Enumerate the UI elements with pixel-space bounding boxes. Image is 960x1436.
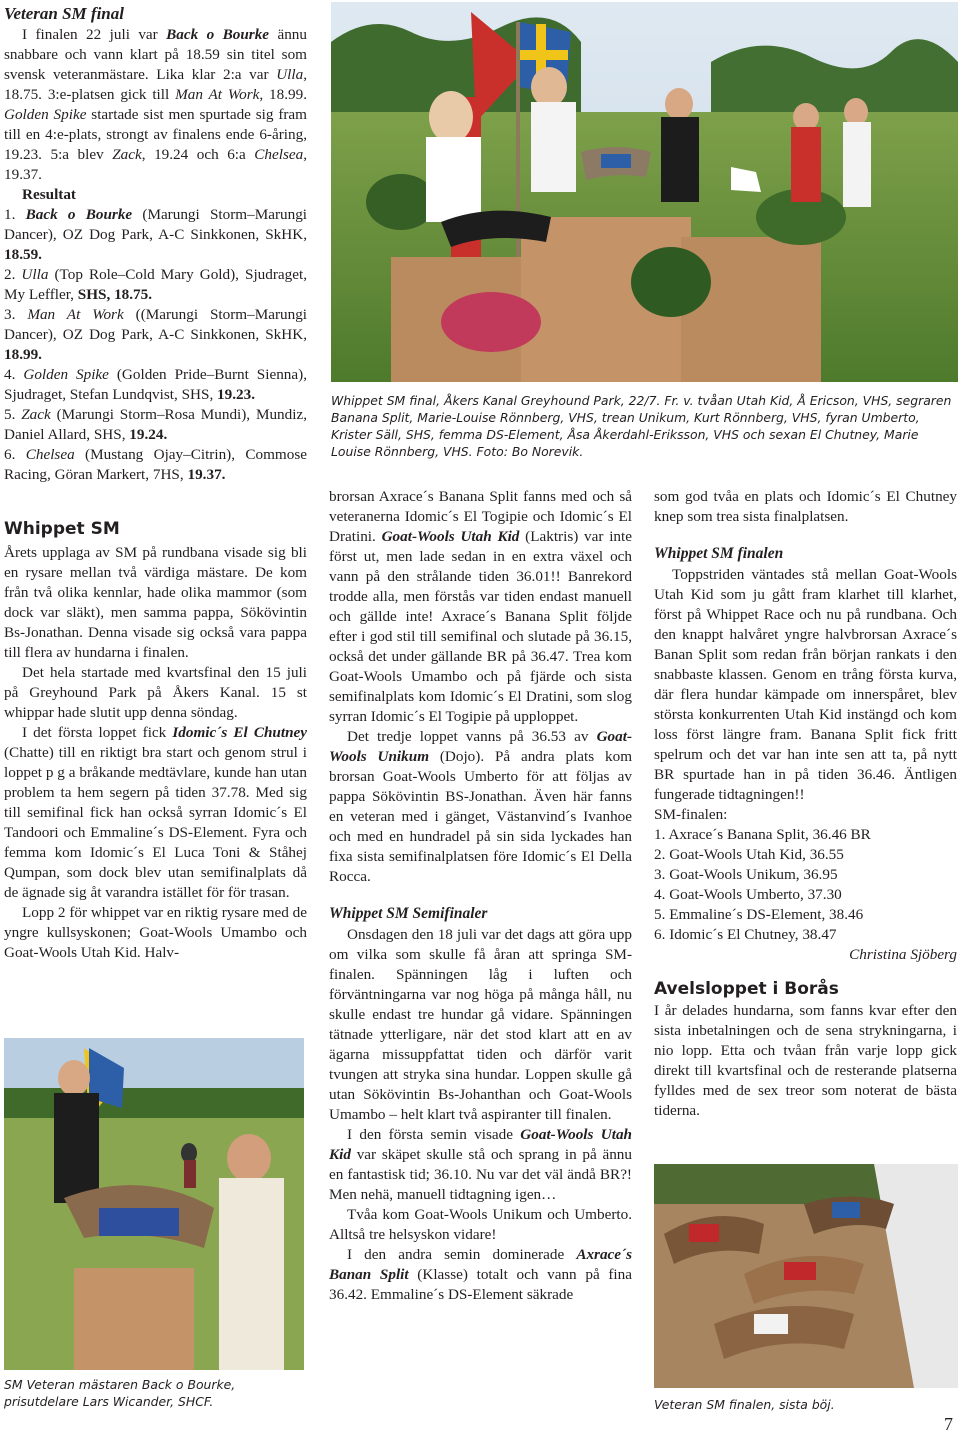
whippet-sm-section [4, 517, 307, 963]
veteran-champion-graphic [4, 1038, 304, 1370]
result-item: 5. Zack (Marungi Storm–Rosa Mundi), Mundiz, Daniel Allard, SHS, 19.24. [4, 406, 307, 443]
final-heading: Whippet SM finalen [654, 545, 784, 562]
whippet-sm-heading: Whippet SM [4, 519, 120, 539]
list-item: 2. Goat-Wools Utah Kid, 36.55 [654, 846, 844, 863]
results-heading: Resultat [22, 186, 76, 203]
sm-final-list [654, 825, 957, 945]
whippet-sm-p1: Årets upplaga av SM på rundbana visade sig bli en rysare mellan två värdiga mästare. De kom från två olika kennlar, hade olika mammor (som dock var släkt), men samma pappa, Sökövintin Bs-Jonathan. Denna visade sig också vara pappa till flera av hundarna i finalen. [4, 544, 307, 661]
veteran-intro: I finalen 22 juli var Back o Bourke ännu snabbare och vann klart på 18.59 sin titel som svensk veteranmästare. Lika klar 2:a var Ulla, 18.75. 3:e-platsen gick till Man At Work, 18.99. Golden Spike startade sist men spurtade sig fram till en 4:e-plats, strongt av finalens ende 6-åring, 19.23. 5:a blev Zack, 19.24 och 6:a Chelsea, 19.37. [4, 26, 308, 183]
col2-p1: brorsan Axrace´s Banana Split fanns med och så veteranerna Idomic´s El Togipie och Idomic´s El Dratini. Goat-Wools Utah Kid (Laktris) var inte först ut, men lade sedan in en extra växel och vann på den strålande tiden 36.01!! Banrekord trodde alla, men förstås var tiden endast manuell och gällde inte! Axrace´s Banana Split följde efter i god stil till semifinal och slutade på 36.15, också det under gällande BR på 36.47. Trea kom Goat-Wools Umambo och på fjärde och sista semifinalplats kom Idomic´s El Dratini, som slog syrran Idomic´s El Togipie på upploppet. [329, 488, 632, 725]
race-graphic [654, 1164, 958, 1388]
podium-photo-graphic [331, 2, 958, 382]
list-item: 1. Axrace´s Banana Split, 36.46 BR [654, 826, 871, 843]
podium-photo [331, 2, 958, 382]
whippet-sm-p2: Det hela startade med kvartsfinal den 15 juli på Greyhound Park på Åkers Kanal. 15 st whippar hade slutit upp denna söndag. [4, 664, 307, 721]
column-2 [329, 487, 632, 1305]
sm-final-list-title: SM-finalen: [654, 806, 728, 823]
race-caption: Veteran SM finalen, sista böj. [654, 1397, 835, 1412]
column-3 [654, 487, 957, 1121]
race-photo [654, 1164, 958, 1388]
result-item: 2. Ulla (Top Role–Cold Mary Gold), Sjudraget, My Leffler, SHS, 18.75. [4, 266, 307, 303]
list-item: 6. Idomic´s El Chutney, 38.47 [654, 926, 837, 943]
veteran-heading: Veteran SM final [4, 4, 124, 23]
semifinal-heading: Whippet SM Semifinaler [329, 905, 488, 922]
result-item: 4. Golden Spike (Golden Pride–Burnt Sienna), Sjudraget, Stefan Lundqvist, SHS, 19.23. [4, 366, 307, 403]
col3-p2: Toppstriden väntades stå mellan Goat-Wools Utah Kid som ju gått fram klarhet till klarhet, först på Whippet Race och nu på rundbana. Och den knappt halvåret yngre halvbrorsan Axrace´s Banan Split som redan från början rankats i den snabbaste klassen. Genom en trång första kurva, där flera hundar kämpade om innerspåret, blev största konkurrenten Utah Kid instängd och kom loss först längre fram. Banana Split fick fritt spelrum och det var han inte sen att ta, på nytt BR spurtade han in på tiden 36.46. Äntligen fungerade tidtagningen!! [654, 566, 957, 803]
podium-caption: Whippet SM final, Åkers Kanal Greyhound Park, 22/7. Fr. v. tvåan Utah Kid, Å Ericson, VHS, segraren Banana Split, Marie-Louise Rönnberg, VHS, trean Unikum, Kurt Rönnberg, VHS, fyran Umberto, Krister Säll, SHS, femma DS-Element, Åsa Åkerdahl-Eriksson, VHS och sexan El Chutney, Marie Louise Rönnberg, VHS. Foto: Bo Norevik. [331, 393, 952, 459]
col2-p2: Det tredje loppet vanns på 36.53 av Goat-Wools Unikum (Dojo). På andra plats kom brorsan Goat-Wools Umberto för att följas av pappa Sökövintin BS-Jonathan. Även här fanns en veteran med i gänget, Västanvind´s Ivanhoe och med en hundradel på sin sida lyckades han fixa sista semifinalplatsen före Idomic´s El Della Rocca. [329, 728, 633, 885]
col2-p5: Tvåa kom Goat-Wools Unikum och Umberto. Alltså tre helsyskon vidare! [329, 1206, 632, 1243]
col2-p3: Onsdagen den 18 juli var det dags att göra upp om vilka som skulle få åran att springa SM-finalen. Spänningen låg i luften och förväntningarna var nog höga på många håll, nu skulle endast tre hundar gå vidare. Spänningen tätnade ytterligare, när det stod klart att en av ägarna missuppfattat tiden och därför varit tvungen att stryka sina hundar. Loppen skulle gå utan Sökövintin Bs-Johanthan och Goat-Wools Umambo – helt klart två aspiranter till finalen. [329, 926, 632, 1123]
col3-p1: som god tvåa en plats och Idomic´s El Chutney knep som trea sista finalplatsen. [654, 488, 957, 525]
results-list [4, 205, 307, 485]
page-number: 7 [944, 1414, 953, 1434]
result-item: 1. Back o Bourke (Marungi Storm–Marungi Dancer), OZ Dog Park, A-C Sinkkonen, SkHK, 18.59. [4, 206, 308, 263]
avel-heading: Avelsloppet i Borås [654, 979, 839, 999]
col2-p6: I den andra semin dominerade Axrace´s Banan Split (Klasse) totalt och vann på fina 36.42. Emmaline´s DS-Element säkrade [329, 1246, 632, 1303]
list-item: 4. Goat-Wools Umberto, 37.30 [654, 886, 842, 903]
result-item: 3. Man At Work ((Marungi Storm–Marungi Dancer), OZ Dog Park, A-C Sinkkonen, SkHK, 18.99. [4, 306, 308, 363]
veteran-champion-caption: SM Veteran mästaren Back o Bourke, prisutdelare Lars Wicander, SHCF. [4, 1377, 236, 1409]
list-item: 3. Goat-Wools Unikum, 36.95 [654, 866, 838, 883]
author: Christina Sjöberg [849, 946, 957, 963]
whippet-sm-p3: I det första loppet fick Idomic´s El Chutney (Chatte) till en riktigt bra start och genom strul i loppet p g a bråkande medtävlare, kunde han utan problem ta hem segern på tiden 37.78. Med sig till semifinal fick han också syrran Idomic´s El Tandoori och Emmaline´s DS-Element. Fyra och femma kom Idomic´s El Luca Toni & Ståhej Qumpan, som dock blev utan semifinalplats då de ägnade sig åt varandra istället för för trasan. [4, 724, 307, 901]
list-item: 5. Emmaline´s DS-Element, 38.46 [654, 906, 864, 923]
veteran-champion-photo [4, 1038, 304, 1370]
veteran-section [4, 3, 307, 485]
result-item: 6. Chelsea (Mustang Ojay–Citrin), Commose Racing, Göran Markert, 7HS, 19.37. [4, 446, 307, 483]
whippet-sm-p4: Lopp 2 för whippet var en riktig rysare med de yngre kullsyskonen; Goat-Wools Umambo och Goat-Wools Utah Kid. Halv- [4, 904, 307, 961]
avel-text: I år delades hundarna, som fanns kvar efter den sista inbetalningen och de sena strykningarna, i nio lopp. Etta och tvåan från varje lopp gick direkt till kvartsfinal och de resterande platserna fylldes med de sex treor som noterat de bästa tiderna. [654, 1002, 957, 1119]
col2-p4: I den första semin visade Goat-Wools Utah Kid var skäpet skulle stå och sprang in på ännu en fantastisk tid; 36.10. Nu var det väl ändå BR?! Men nehä, manuell tidtagning igen… [329, 1126, 632, 1203]
